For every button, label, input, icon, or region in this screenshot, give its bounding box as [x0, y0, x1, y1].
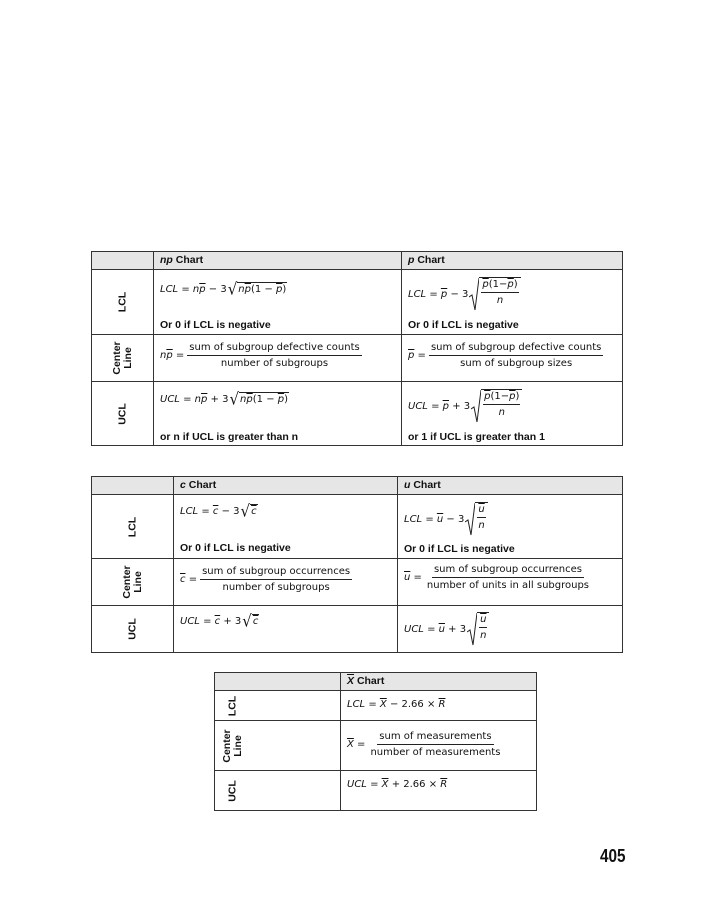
page-number: 405 [600, 846, 626, 866]
p-ucl-note: or 1 if UCL is greater than 1 [408, 431, 545, 443]
np-p-chart-table [91, 251, 623, 446]
corner-cell [92, 477, 174, 495]
row-label-ucl: UCL [92, 382, 154, 446]
u-lcl-formula: LCL = $\overline{u}$ − 3 $\overline{u}$ n [404, 502, 488, 536]
radical-icon [465, 502, 475, 536]
x-lcl-formula: LCL = $\overline{X}$ − 2.66 × $\overline{R}$ [347, 699, 446, 710]
p-lcl-cell [402, 270, 623, 335]
x-chart-table [214, 672, 537, 811]
radical-icon [467, 612, 477, 646]
x-center-formula: $\overline{X}$ = $\frac{\text{sum of measurements}}{\text{number of measurements}}$ [347, 731, 501, 758]
row-label-center-line: Center Line [92, 335, 154, 382]
corner-cell [215, 673, 341, 691]
x-center-cell [341, 721, 537, 771]
p-lcl-formula: LCL = $\overline{p}$ − 3 $\overline{p}(1-\overline{p})$ n [408, 277, 521, 311]
np-ucl-formula: UCL = n $\overline{p}$ + 3 √ $n\overline{p}(1 - \overline{p})$ [160, 389, 289, 409]
np-lcl-formula: LCL = n $\overline{p}$ − 3 √ $n\overline{p}(1 - \overline{p})$ [160, 279, 287, 299]
row-label-center-line: Center Line [215, 721, 341, 771]
corner-cell [92, 252, 154, 270]
radical-icon [469, 277, 479, 311]
c-center-formula: $\overline{c}$ = $\frac{\text{sum of subgroup occurrences}}{\text{number of subgroups}}$ [180, 566, 351, 593]
p-ucl-formula: UCL = $\overline{p}$ + 3 $\overline{p}(1-\overline{p})$ n [408, 389, 522, 423]
x-ucl-formula: UCL = $\overline{X}$ + 2.66 × $\overline{R}$ [347, 779, 448, 790]
p-center-cell [402, 335, 623, 382]
header-u-chart: u Chart [398, 477, 623, 495]
c-ucl-cell [174, 606, 398, 653]
np-lcl-note: Or 0 if LCL is negative [160, 319, 271, 331]
p-center-formula: $\overline{p}$ = $\frac{\text{sum of subgroup defective counts}}{\text{sum of subgroup sizes}}$ [408, 342, 602, 369]
u-lcl-cell [398, 495, 623, 559]
np-center-formula: n $\overline{p}$ = $\frac{\text{sum of subgroup defective counts}}{\text{number of subgroups}}$ [160, 342, 360, 369]
np-ucl-note: or n if UCL is greater than n [160, 431, 299, 443]
np-lcl-cell [154, 270, 402, 335]
row-label-lcl: LCL [92, 495, 174, 559]
x-lcl-cell [341, 691, 537, 721]
c-lcl-formula: LCL = $\overline{c}$ − 3 √ c [180, 501, 257, 521]
c-center-cell [174, 559, 398, 606]
header-c-chart: c Chart [174, 477, 398, 495]
u-ucl-formula: UCL = $\overline{u}$ + 3 $\overline{u}$ n [404, 612, 489, 646]
row-label-ucl: UCL [92, 606, 174, 653]
row-label-lcl: LCL [215, 691, 341, 721]
row-label-lcl: LCL [92, 270, 154, 335]
row-label-ucl: UCL [215, 771, 341, 811]
radical-icon [471, 389, 481, 423]
c-lcl-cell [174, 495, 398, 559]
u-center-cell [398, 559, 623, 606]
u-ucl-cell [398, 606, 623, 653]
u-lcl-note: Or 0 if LCL is negative [404, 543, 515, 555]
np-ucl-cell [154, 382, 402, 446]
header-np-chart: np Chart [154, 252, 402, 270]
c-ucl-formula: UCL = $\overline{c}$ + 3 √ c [180, 611, 259, 631]
np-center-cell [154, 335, 402, 382]
p-ucl-cell [402, 382, 623, 446]
x-ucl-cell [341, 771, 537, 811]
u-center-formula: $\overline{u}$ = $\frac{\text{sum of subgroup occurrences}}{\text{number of units in all subgroups}}$ [404, 564, 590, 591]
row-label-center-line: Center Line [92, 559, 174, 606]
header-x-chart: $\overline{X}$ Chart [341, 673, 537, 691]
header-p-chart: p Chart [402, 252, 623, 270]
c-lcl-note: Or 0 if LCL is negative [180, 542, 291, 554]
c-u-chart-table [91, 476, 623, 653]
p-lcl-note: Or 0 if LCL is negative [408, 319, 519, 331]
